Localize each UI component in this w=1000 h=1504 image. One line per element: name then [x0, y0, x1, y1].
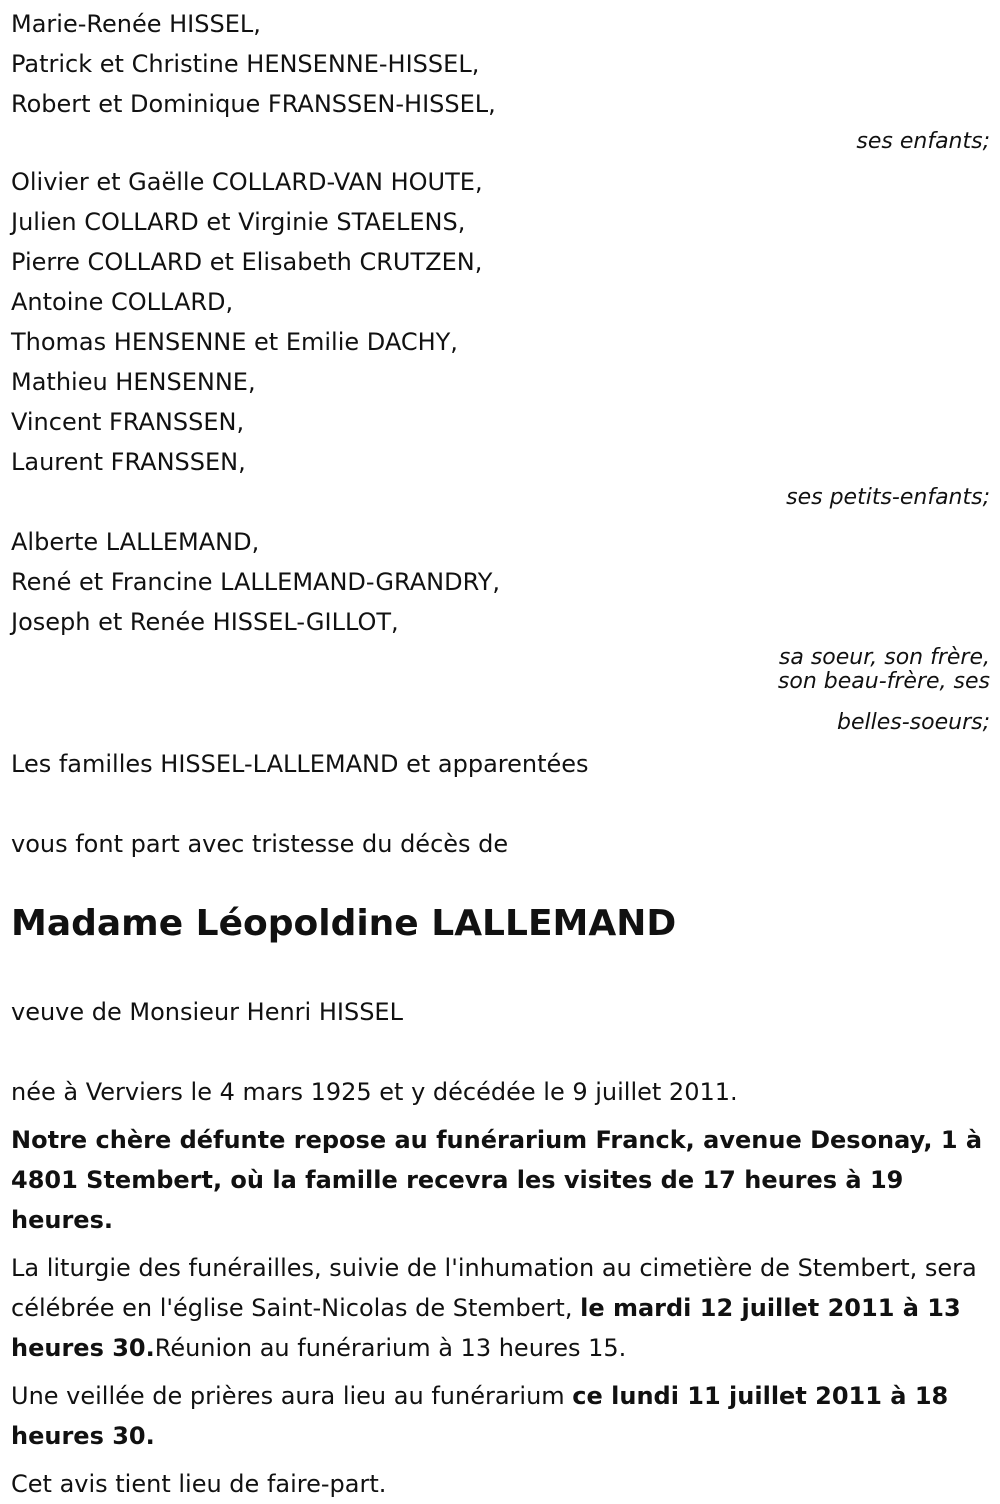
role-label-line: belles-soeurs;	[837, 710, 990, 735]
siblings-role	[11, 646, 990, 735]
children-role	[11, 130, 990, 154]
widow-line: veuve de Monsieur Henri HISSEL	[11, 998, 403, 1026]
grandchild-name: Thomas HENSENNE et Emilie DACHY,	[11, 328, 458, 356]
liturgy-meeting: Réunion au funérarium à 13 heures 15.	[154, 1334, 627, 1362]
announcement-line: vous font part avec tristesse du décès de	[11, 830, 509, 858]
role-label: ses enfants;	[856, 129, 990, 154]
grandchild-name: Vincent FRANSSEN,	[11, 408, 245, 436]
child-name: Patrick et Christine HENSENNE-HISSEL,	[11, 50, 480, 78]
deceased-name: Madame Léopoldine LALLEMAND	[11, 903, 677, 944]
grandchildren-list	[11, 162, 990, 482]
grandchild-name: Julien COLLARD et Virginie STAELENS,	[11, 208, 466, 236]
families-line: Les familles HISSEL-LALLEMAND et apparentées	[11, 750, 589, 778]
grandchild-name: Olivier et Gaëlle COLLARD-VAN HOUTE,	[11, 168, 483, 196]
role-label-line: sa soeur, son frère,	[778, 645, 990, 670]
role-label-line: son beau-frère, ses	[777, 669, 990, 694]
siblings-list	[11, 522, 990, 642]
sibling-name: Joseph et Renée HISSEL-GILLOT,	[11, 608, 399, 636]
grandchild-name: Pierre COLLARD et Elisabeth CRUTZEN,	[11, 248, 483, 276]
sibling-name: Alberte LALLEMAND,	[11, 528, 260, 556]
child-name: Robert et Dominique FRANSSEN-HISSEL,	[11, 90, 496, 118]
liturgy-paragraph	[11, 1248, 990, 1368]
closing-line: Cet avis tient lieu de faire-part.	[11, 1470, 387, 1498]
grandchild-name: Mathieu HENSENNE,	[11, 368, 256, 396]
vigil-text: Une veillée de prières aura lieu au funérarium	[11, 1382, 573, 1410]
children-list	[11, 0, 990, 124]
grandchildren-role	[11, 486, 990, 510]
liturgy-date: le mardi 12 juillet 2011 à 13 heures 30.	[11, 1294, 961, 1362]
repose-paragraph: Notre chère défunte repose au funérarium Franck, avenue Desonay, 1 à 4801 Stembert, où la famille recevra les visites de 17 heures à 19 heures.	[11, 1126, 983, 1234]
vigil-date: ce lundi 11 juillet 2011 à 18 heures 30.	[11, 1382, 949, 1450]
birth-death-line: née à Verviers le 4 mars 1925 et y décédée le 9 juillet 2011.	[11, 1078, 738, 1106]
sibling-name: René et Francine LALLEMAND-GRANDRY,	[11, 568, 501, 596]
grandchild-name: Antoine COLLARD,	[11, 288, 234, 316]
liturgy-text: La liturgie des funérailles, suivie de l'inhumation au cimetière de Stembert, sera célébrée en l'église Saint-Nicolas de Stembert,	[11, 1254, 977, 1322]
vigil-paragraph	[11, 1376, 990, 1456]
child-name: Marie-Renée HISSEL,	[11, 10, 261, 38]
role-label: ses petits-enfants;	[786, 485, 990, 510]
grandchild-name: Laurent FRANSSEN,	[11, 448, 246, 476]
